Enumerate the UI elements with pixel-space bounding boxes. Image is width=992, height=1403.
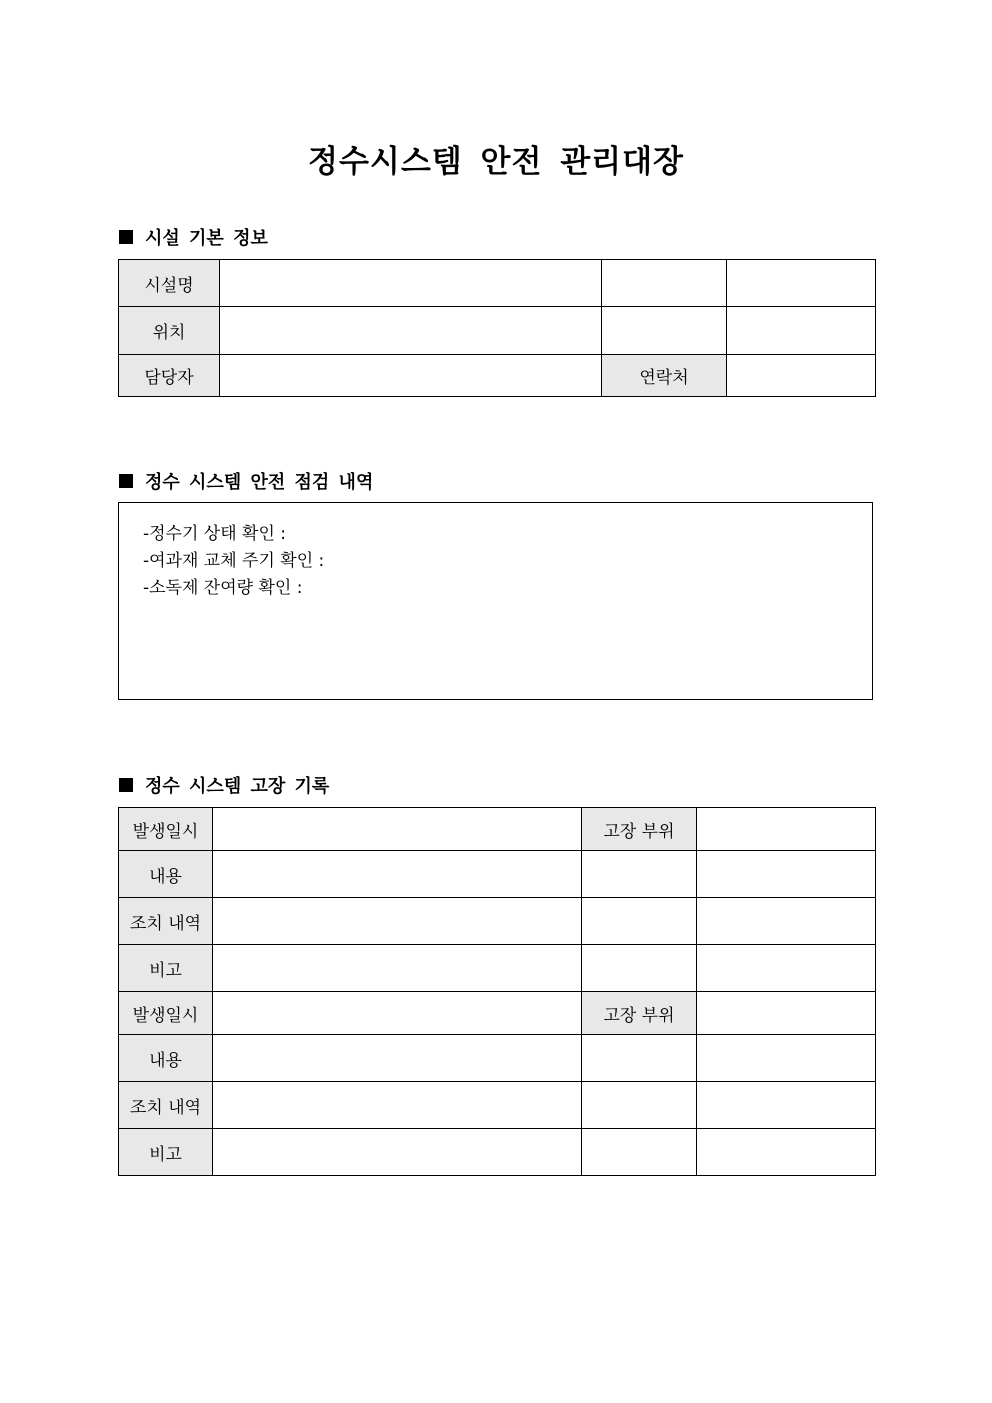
table-row [119, 355, 876, 397]
content-extra-cell[interactable] [582, 851, 697, 898]
remark-field[interactable] [213, 945, 582, 992]
location-extra-label [602, 307, 727, 355]
action-extra-cell[interactable] [582, 1082, 697, 1129]
failure-part-field[interactable] [697, 808, 876, 851]
square-bullet-icon [119, 474, 133, 488]
action-extra-cell[interactable] [582, 898, 697, 945]
failure-part-label: 고장 부위 [582, 992, 697, 1035]
facility-heading-text: 시설 기본 정보 [145, 228, 268, 249]
occurrence-date-label: 발생일시 [119, 992, 213, 1035]
action-field[interactable] [213, 1082, 582, 1129]
table-row [119, 307, 876, 355]
table-row [119, 808, 876, 851]
table-row [119, 1035, 876, 1082]
failure-part-field[interactable] [697, 992, 876, 1035]
location-label: 위치 [119, 307, 220, 355]
manager-field[interactable] [220, 355, 602, 397]
action-field[interactable] [213, 898, 582, 945]
table-row [119, 898, 876, 945]
location-field[interactable] [220, 307, 602, 355]
failure-record-table [118, 807, 876, 1176]
inspection-notes-box[interactable] [118, 502, 873, 700]
action-label: 조치 내역 [119, 1082, 213, 1129]
content-extra-cell[interactable] [582, 1035, 697, 1082]
occurrence-date-field[interactable] [213, 808, 582, 851]
inspection-item: -소독제 잔여량 확인 : [143, 578, 303, 598]
facility-info-table [118, 259, 876, 397]
content-field[interactable] [213, 1035, 582, 1082]
action-extra-cell[interactable] [697, 1082, 876, 1129]
remark-label: 비고 [119, 1129, 213, 1176]
location-extra-field[interactable] [727, 307, 876, 355]
remark-extra-cell[interactable] [582, 1129, 697, 1176]
table-row [119, 260, 876, 307]
table-row [119, 1129, 876, 1176]
facility-name-label: 시설명 [119, 260, 220, 307]
action-extra-cell[interactable] [697, 898, 876, 945]
remark-extra-cell[interactable] [697, 945, 876, 992]
inspection-section-heading [119, 468, 373, 494]
failure-heading-text: 정수 시스템 고장 기록 [145, 776, 330, 797]
inspection-item: -정수기 상태 확인 : [143, 524, 287, 544]
failure-part-label: 고장 부위 [582, 808, 697, 851]
occurrence-date-field[interactable] [213, 992, 582, 1035]
table-row [119, 1082, 876, 1129]
remark-extra-cell[interactable] [582, 945, 697, 992]
content-extra-cell[interactable] [697, 1035, 876, 1082]
facility-extra-label [602, 260, 727, 307]
remark-label: 비고 [119, 945, 213, 992]
facility-name-field[interactable] [220, 260, 602, 307]
page-title: 정수시스템 안전 관리대장 [308, 144, 684, 180]
table-row [119, 851, 876, 898]
contact-label: 연락처 [602, 355, 727, 397]
inspection-heading-text: 정수 시스템 안전 점검 내역 [145, 472, 374, 493]
content-label: 내용 [119, 1035, 213, 1082]
occurrence-date-label: 발생일시 [119, 808, 213, 851]
contact-field[interactable] [727, 355, 876, 397]
remark-extra-cell[interactable] [697, 1129, 876, 1176]
manager-label: 담당자 [119, 355, 220, 397]
facility-extra-field[interactable] [727, 260, 876, 307]
square-bullet-icon [119, 230, 133, 244]
content-extra-cell[interactable] [697, 851, 876, 898]
remark-field[interactable] [213, 1129, 582, 1176]
facility-section-heading [119, 224, 268, 250]
inspection-item: -여과재 교체 주기 확인 : [143, 551, 325, 571]
failure-section-heading [119, 772, 329, 798]
action-label: 조치 내역 [119, 898, 213, 945]
table-row [119, 992, 876, 1035]
table-row [119, 945, 876, 992]
square-bullet-icon [119, 778, 133, 792]
content-field[interactable] [213, 851, 582, 898]
content-label: 내용 [119, 851, 213, 898]
